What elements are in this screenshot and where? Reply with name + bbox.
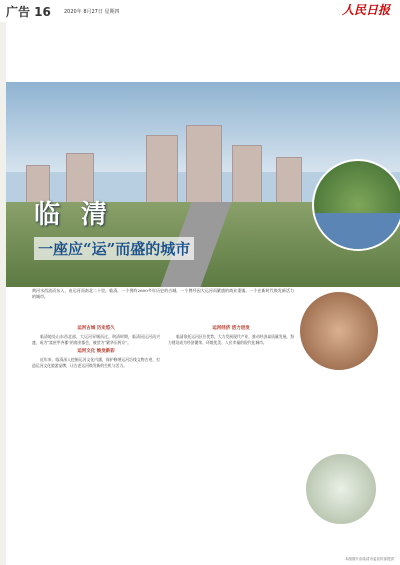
section-text: 近年来，临清深入挖掘运河文化内涵，保护修缮运河沿线文物古迹，打造运河文化旅游品牌，让古老运河焕发新的生机与活力。 [32, 357, 160, 368]
section-title: 运河经济 活力迸发 [212, 326, 250, 331]
photo-credit: 本版图片由临清市委宣传部提供 [345, 557, 394, 561]
section-text: 临清依托运河区位优势，大力发展现代产业，推动经济高质量发展，努力建设成为经济繁荣、环境优美、人民幸福的现代化城市。 [168, 333, 294, 345]
newspaper-logo: 人民日报 [341, 3, 390, 17]
headline-block [34, 194, 194, 260]
opera-performance-photo [298, 290, 380, 372]
section-label: 广告 16 [6, 5, 51, 19]
top-band [6, 22, 400, 82]
column-right [168, 322, 294, 347]
advertisement-page [6, 22, 400, 565]
intro-paragraph: 黄河水西流而东入，由运河而南北二十里。临清，一个拥有2600多年历史的古城，一个曾经因大运河而繁盛的商业重镇，一个在新时代焕发新活力的城市。 [32, 288, 294, 300]
section-text: 临清地处山东西北部，大运河穿城而过。明清时期，临清因运河而兴盛，成为“富庶甲齐郡”的商业都会，被誉为“繁华压两京”。 [32, 333, 160, 345]
historic-building-photo [304, 452, 378, 526]
column-left [32, 322, 160, 371]
headline: 临 清 [34, 200, 114, 230]
page-header [0, 0, 400, 23]
section-title: 运河古城 历史悠久 [77, 326, 115, 331]
issue-date: 2020年 8月27日 星期四 [64, 9, 120, 15]
section-title: 运河文化 焕发新彩 [77, 349, 115, 355]
river-park-photo [312, 159, 400, 251]
subheadline: 一座应“运”而盛的城市 [34, 237, 194, 260]
